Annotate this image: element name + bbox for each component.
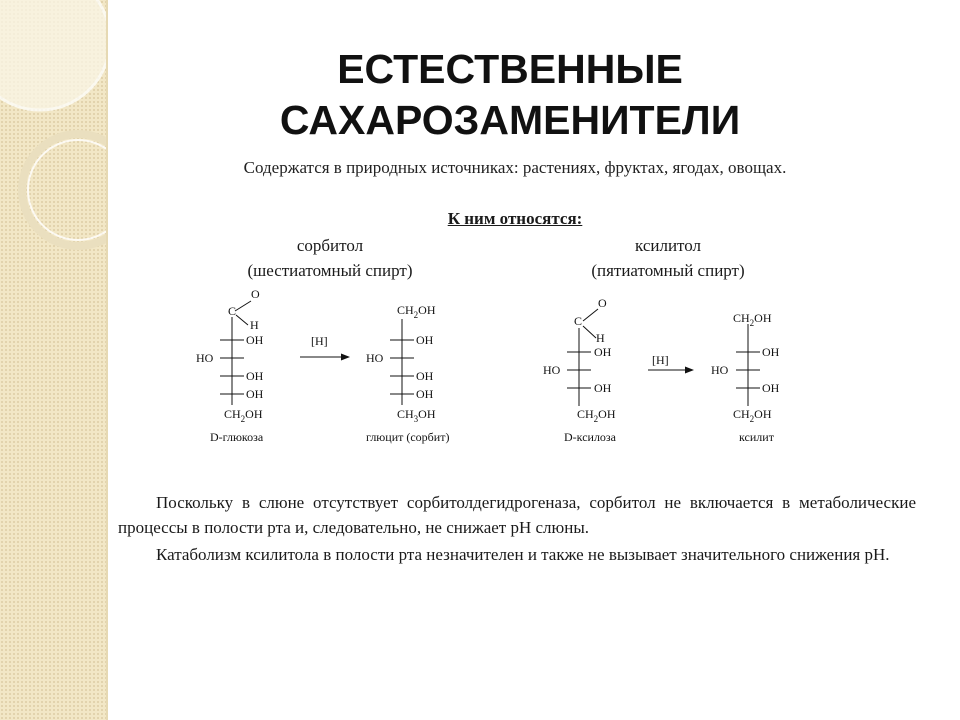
- xylose-ho-3: HO: [543, 363, 561, 377]
- paragraph-xylitol: Катаболизм ксилитола в полости рта незначителен и также не вызывает значительного снижения рН.: [156, 545, 890, 564]
- title-line-2: САХАРОЗАМЕНИТЕЛИ: [279, 97, 741, 143]
- xylitol-ch2oh-top: $CH_2OH$: [733, 311, 772, 328]
- xylose-oh-4: OH: [594, 381, 612, 395]
- glucose-ho-3: HO: [196, 351, 214, 365]
- xylose-label: D-ксилоза: [564, 430, 616, 444]
- glucitol-ho-3: HO: [366, 351, 384, 365]
- decorative-rings: [0, 0, 106, 720]
- xylitol-ho-3: HO: [711, 363, 729, 377]
- arrow-head-1: [341, 354, 350, 361]
- glucitol-oh-5: OH: [416, 387, 434, 401]
- reagent-label-2: [H]: [652, 353, 669, 367]
- xylitol-label: ксилит: [739, 430, 774, 444]
- glucitol-label: глюцит (сорбит): [366, 430, 450, 444]
- sorbitol-name: сорбитол: [296, 236, 364, 255]
- subtitle: Содержатся в природных источниках: растениях, фруктах, ягодах, овощах.: [243, 158, 787, 177]
- glucose-oxygen: O: [251, 287, 260, 301]
- glucose-oh-4: OH: [246, 369, 264, 383]
- page-title: [200, 44, 820, 146]
- section-heading: К ним относятся:: [447, 209, 583, 228]
- paragraph-sorbitol: Поскольку в слюне отсутствует сорбитолдегидрогеназа, сорбитол не включается в метаболические процессы в полости рта и, следовательно, не снижает рН слюны.: [118, 493, 916, 537]
- xylitol-oh-4: OH: [762, 381, 780, 395]
- xylitol-ch2oh-bottom: $CH_2OH$: [733, 407, 772, 424]
- glucose-ch2oh: $CH_2OH$: [224, 407, 263, 424]
- side-panel-edge: [106, 0, 108, 720]
- glucose-label: D-глюкоза: [210, 430, 264, 444]
- xylose-oh-2: OH: [594, 345, 612, 359]
- reaction-scheme: [180, 282, 800, 452]
- xylose-hydrogen: H: [596, 331, 605, 345]
- xylitol-name: ксилитол: [634, 236, 702, 255]
- glucitol-ch3oh-bottom: $CH_3OH$: [397, 407, 436, 424]
- xylose-carbon: C: [574, 314, 583, 328]
- reagent-label-1: [H]: [311, 334, 328, 348]
- glucose-oh-5: OH: [246, 387, 264, 401]
- decorative-side-panel: [0, 0, 106, 720]
- glucitol-oh-2: OH: [416, 333, 434, 347]
- xylose-oxygen: O: [598, 296, 607, 310]
- glucose-oh-2: OH: [246, 333, 264, 347]
- title-line-1: ЕСТЕСТВЕННЫЕ: [337, 46, 683, 92]
- glucitol-oh-4: OH: [416, 369, 434, 383]
- xylitol-oh-2: OH: [762, 345, 780, 359]
- glucose-hydrogen: H: [250, 318, 259, 332]
- glucose-carbon: C: [228, 304, 237, 318]
- arrow-head-2: [685, 367, 694, 374]
- xylose-ch2oh: $CH_2OH$: [577, 407, 616, 424]
- sorbitol-description: (шестиатомный спирт): [247, 261, 413, 280]
- xylitol-description: (пятиатомный спирт): [591, 261, 745, 280]
- glucitol-ch2oh-top: $CH_2OH$: [397, 303, 436, 320]
